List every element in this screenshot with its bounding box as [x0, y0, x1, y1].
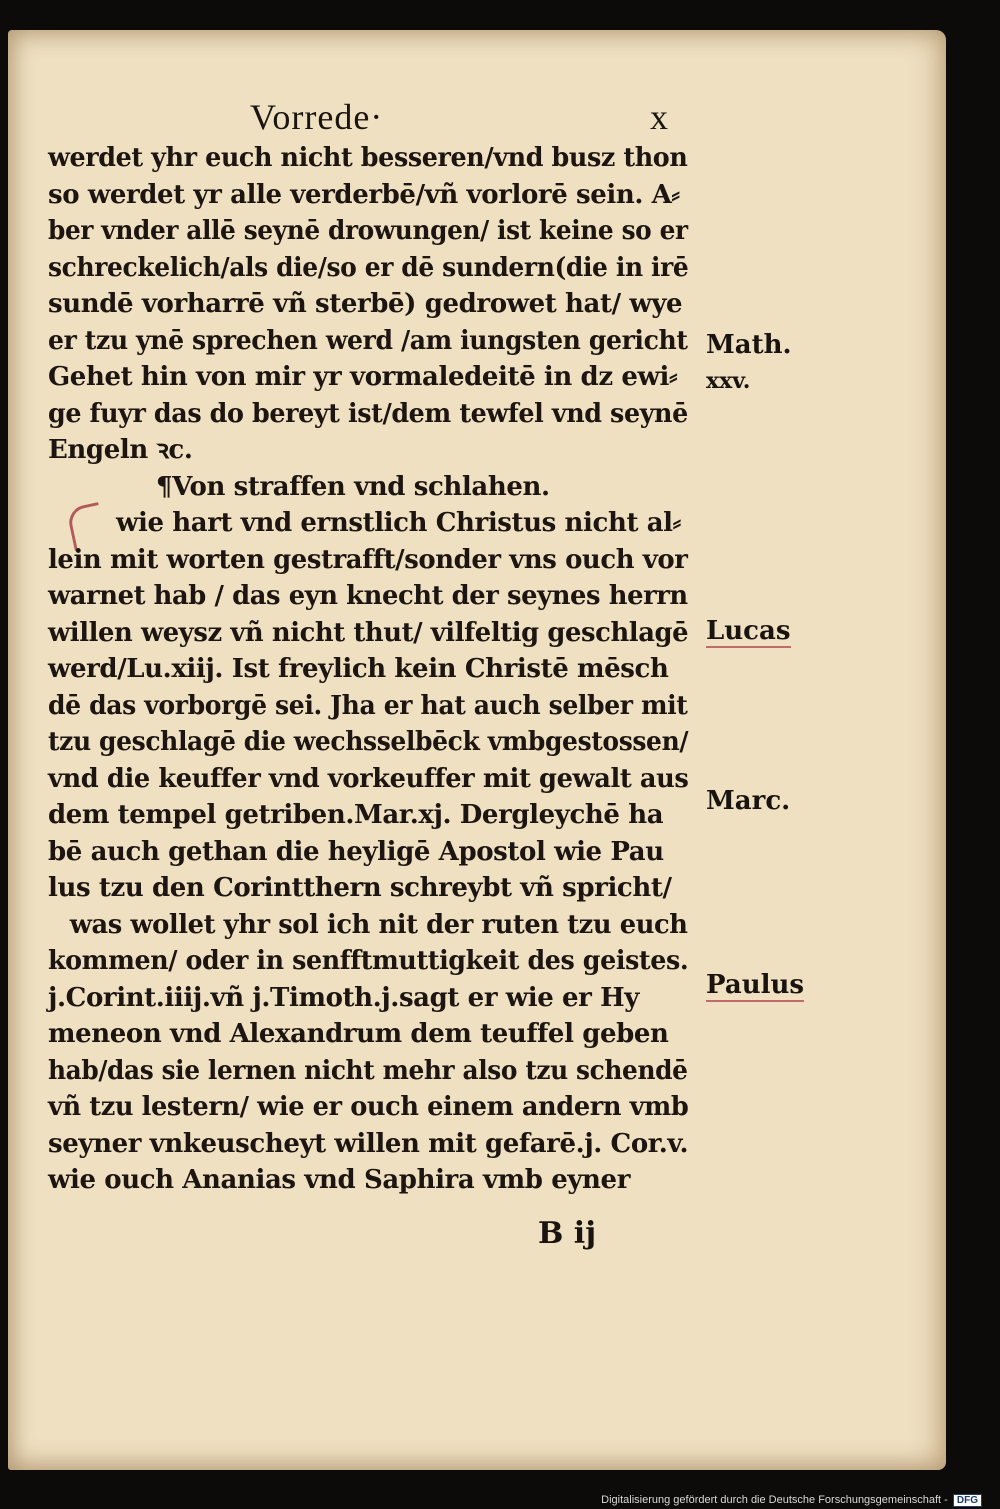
text-line: werd/Lu.xiij. Ist freylich kein Christē mēsch — [48, 654, 669, 684]
main-text-block — [48, 140, 688, 1199]
text-line: werdet yhr euch nicht besseren/vnd busz thon — [48, 143, 688, 173]
text-line: Engeln ꝛc. — [48, 435, 193, 465]
text-line: wie ouch Ananias vnd Saphira vmb eyner — [48, 1165, 630, 1195]
dfg-logo: DFG — [953, 1494, 982, 1507]
text-line: vnd die keuffer vnd vorkeuffer mit gewalt aus — [48, 763, 689, 794]
text-line: tzu geschlagē die wechsselbēck vmbgestossen/ — [48, 727, 689, 757]
text-line: was wollet yhr sol ich nit der ruten tzu euch — [69, 909, 688, 940]
section-heading: ¶Von straffen vnd schlahen. — [156, 471, 550, 502]
text-line: wie hart vnd ernstlich Christus nicht al⸗ — [116, 508, 681, 538]
margin-note-matthew-chapter: xxv. — [706, 368, 751, 394]
text-line: lein mit worten gestrafft/sonder vns ouch vor — [48, 544, 688, 575]
margin-note-lucas: Lucas — [706, 616, 791, 646]
text-line: ge fuyr das do bereyt ist/dem tewfel vnd seynē — [48, 398, 688, 429]
text-line: bē auch gethan die heyligē Apostol wie Pau — [48, 836, 664, 867]
folio-number: x — [650, 97, 668, 137]
signature-mark: B ij — [538, 1216, 597, 1251]
margin-note-paulus: Paulus — [706, 970, 805, 1000]
text-line: j.Corint.iiij.vñ j.Timoth.j.sagt er wie er Hy — [48, 982, 639, 1013]
text-line: seyner vnkeuscheyt willen mit gefarē.j. Cor.v. — [48, 1128, 689, 1159]
text-line: sundē vorharrē vñ sterbē) gedrowet hat/ wye — [48, 289, 683, 319]
text-line: dē das vorborgē sei. Jha er hat auch selber mit — [48, 690, 688, 721]
credit-text: Digitalisierung gefördert durch die Deutsche Forschungsgemeinschaft - — [601, 1494, 948, 1506]
text-line: willen weysz vñ nicht thut/ vilfeltig geschlagē — [48, 617, 689, 648]
text-line: schreckelich/als die/so er dē sundern(die in irē — [48, 252, 689, 283]
text-line: lus tzu den Corintthern schreybt vñ spricht/ — [48, 873, 672, 903]
text-line: Gehet hin von mir yr vormaledeitē in dz ewi⸗ — [48, 362, 678, 392]
text-line: er tzu ynē sprechen werd /am iungsten gericht — [48, 325, 688, 356]
margin-note-matthew: Math. — [706, 330, 792, 360]
running-header-title: Vorrede· — [250, 97, 384, 137]
text-line: so werdet yr alle verderbē/vñ vorlorē sein. A⸗ — [48, 179, 680, 210]
digitization-credit — [601, 1494, 982, 1507]
text-line: meneon vnd Alexandrum dem teuffel geben — [48, 1019, 669, 1049]
text-line: kommen/ oder in senfftmuttigkeit des geistes. — [48, 946, 689, 976]
text-line: vñ tzu lestern/ wie er ouch einem andern vmb — [48, 1092, 689, 1122]
text-line: dem tempel getriben.Mar.xj. Dergleychē ha — [48, 800, 664, 830]
text-line: warnet hab / das eyn knecht der seynes herrn — [48, 581, 688, 611]
text-line: ber vnder allē seynē drowungen/ ist keine so er — [48, 216, 688, 246]
text-line: hab/das sie lernen nicht mehr also tzu schendē — [48, 1055, 688, 1086]
margin-note-marc: Marc. — [706, 786, 791, 816]
